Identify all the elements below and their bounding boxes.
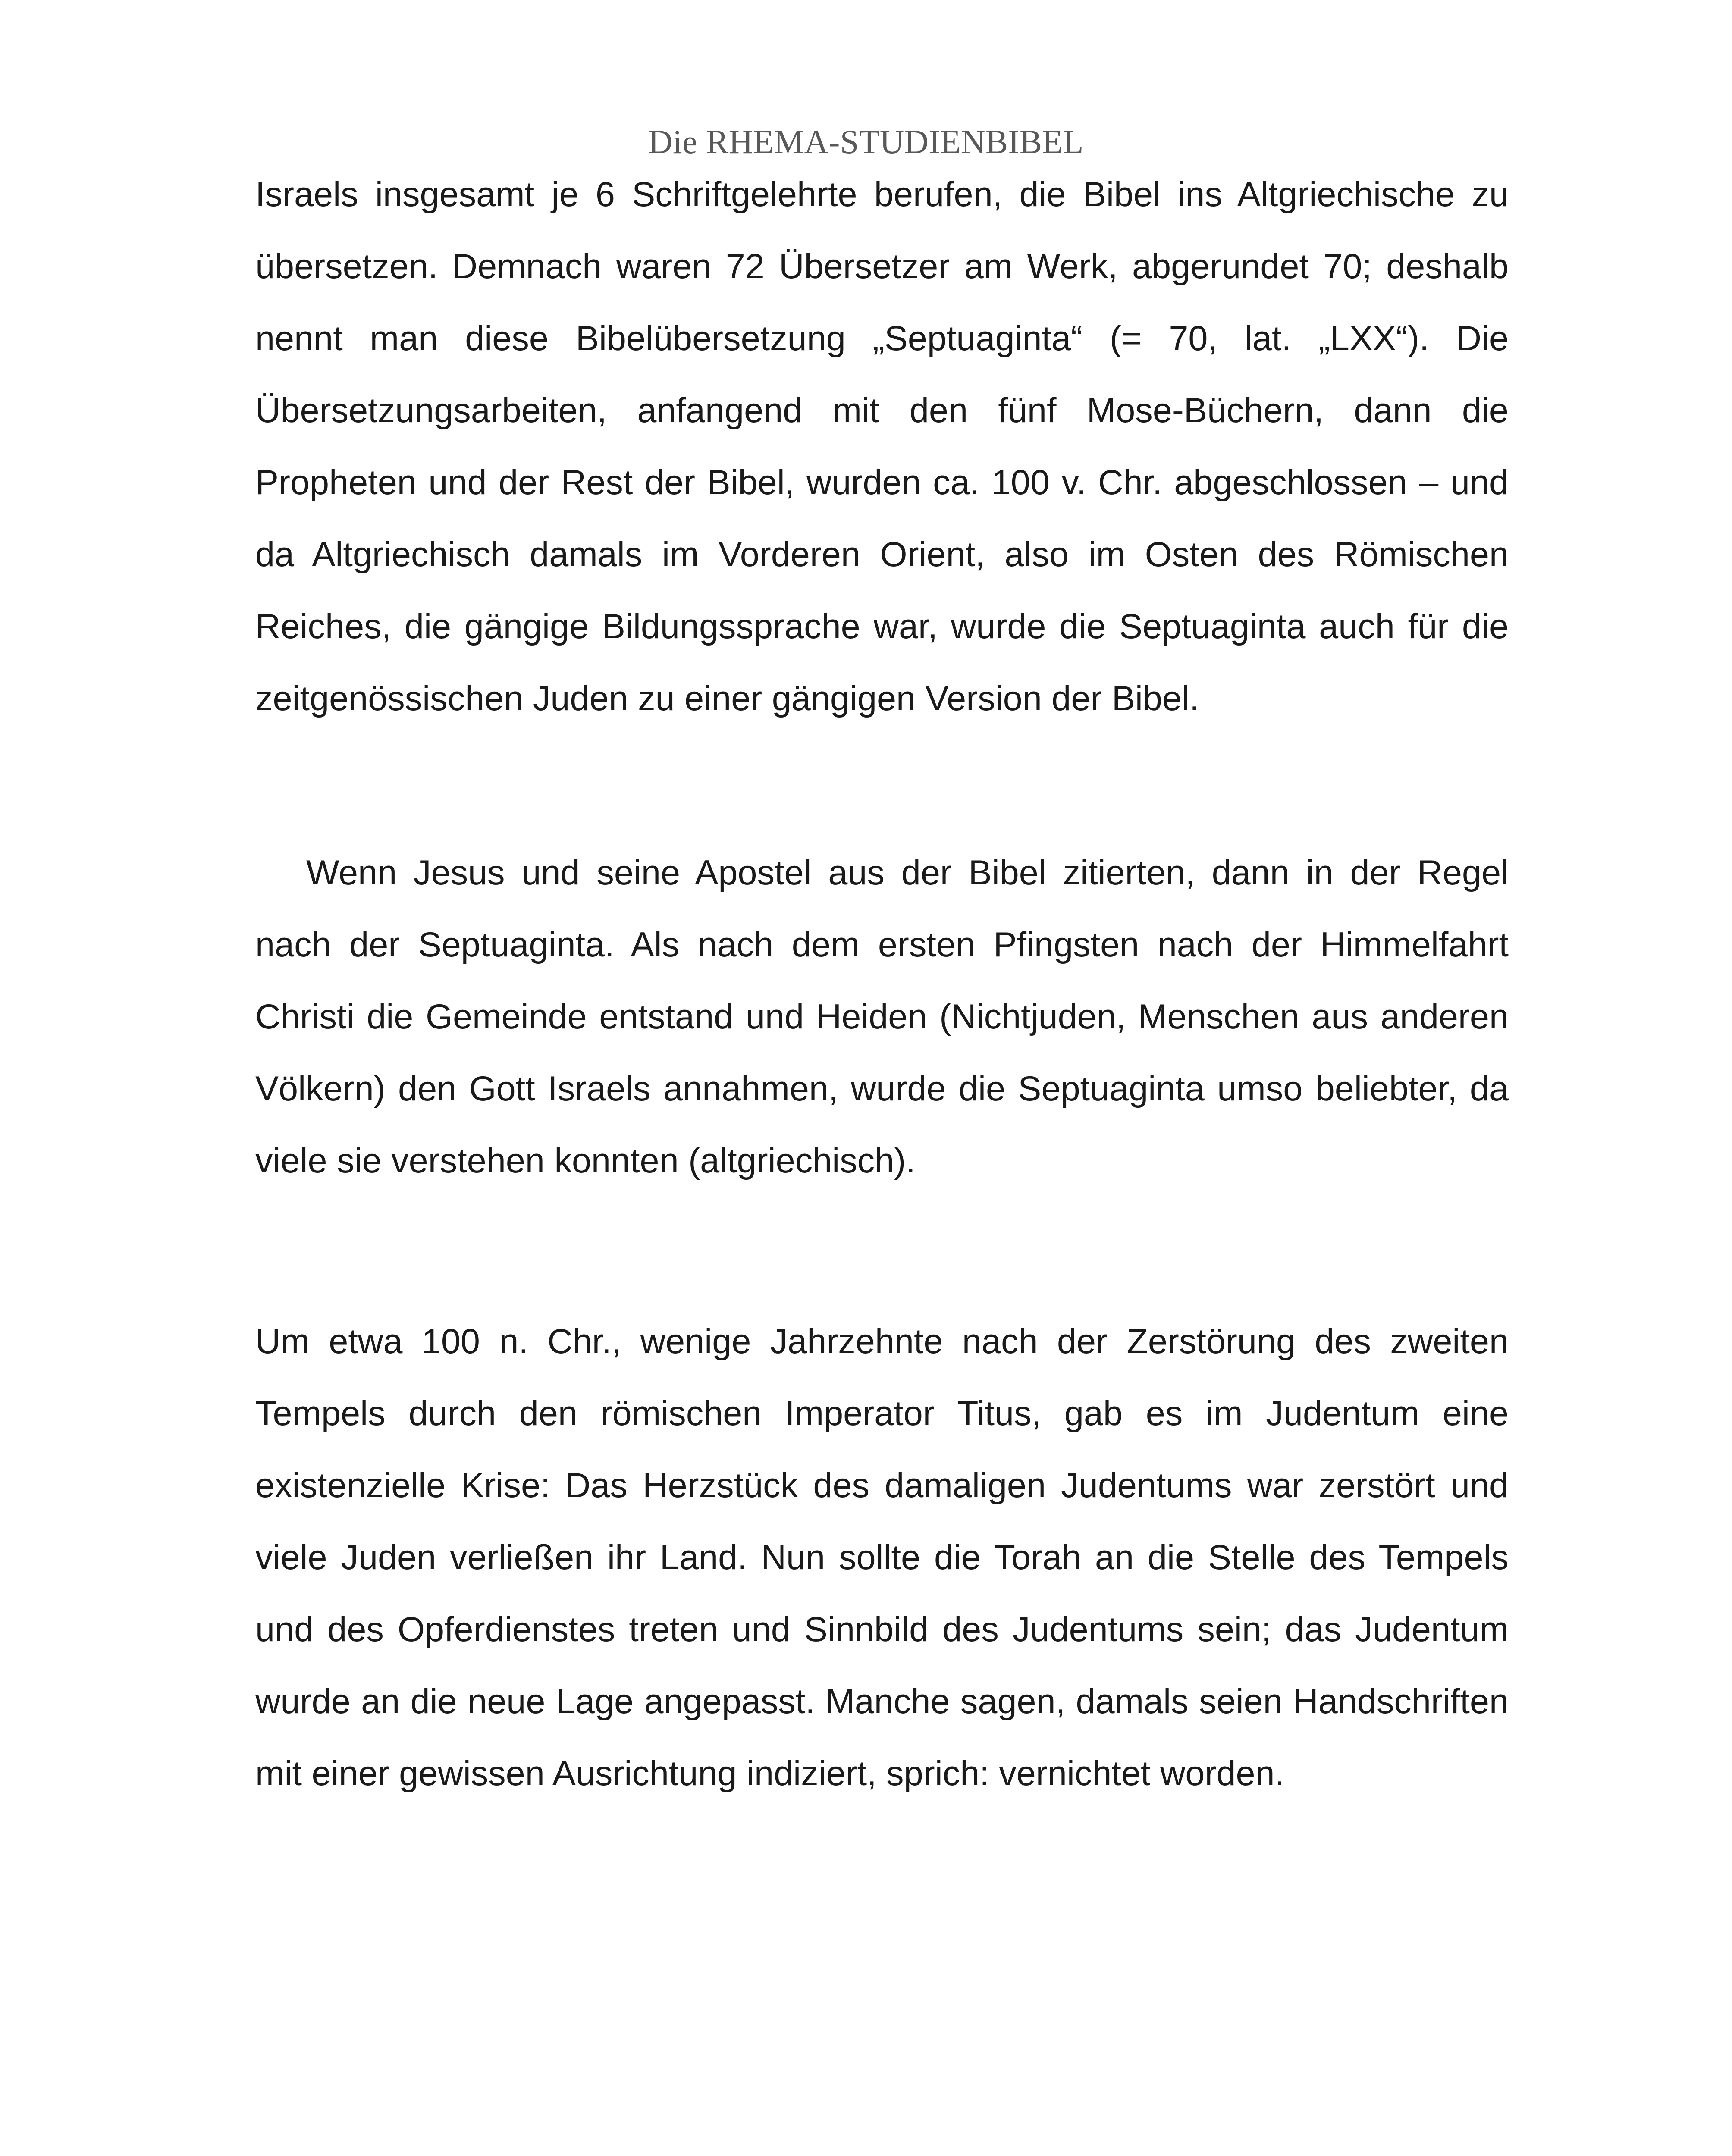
- running-header: Die RHEMA-STUDIENBIBEL: [648, 123, 1084, 160]
- body-paragraph-1: Israels insgesamt je 6 Schriftgelehrte berufen, die Bibel ins Altgriechische zu übersetzen. Demnach waren 72 Übersetzer am Werk, abgerundet 70; deshalb nennt man diese Bibelübersetzung „Septuaginta“ (= 70, lat. „LXX“). Die Übersetzungsarbeiten, anfangend mit den fünf Mose-Büchern, dann die Propheten und der Rest der Bibel, wurden ca. 100 v. Chr. abgeschlossen – und da Altgriechisch damals im Vorderen Orient, also im Osten des Römischen Reiches, die gängige Bildungssprache war, wurde die Septuaginta auch für die zeitgenössischen Juden zu einer gängigen Version der Bibel.: [255, 175, 1509, 718]
- body-paragraph-3: Um etwa 100 n. Chr., wenige Jahrzehnte nach der Zerstörung des zweiten Tempels durch den römischen Imperator Titus, gab es im Judentum eine existenzielle Krise: Das Herzstück des damaligen Judentums war zerstört und viele Juden verließen ihr Land. Nun sollte die Torah an die Stelle des Tempels und des Opferdienstes treten und Sinnbild des Judentums sein; das Judentum wurde an die neue Lage angepasst. Manche sagen, damals seien Handschriften mit einer gewissen Ausrichtung indiziert, sprich: vernichtet worden.: [255, 1322, 1509, 1793]
- body-paragraph-2: Wenn Jesus und seine Apostel aus der Bibel zitierten, dann in der Regel nach der Septuaginta. Als nach dem ersten Pfingsten nach der Himmelfahrt Christi die Gemeinde entstand und Heiden (Nichtjuden, Menschen aus anderen Völkern) den Gott Israels annahmen, wurde die Septuaginta umso beliebter, da viele sie verstehen konnten (altgriechisch).: [255, 853, 1509, 1180]
